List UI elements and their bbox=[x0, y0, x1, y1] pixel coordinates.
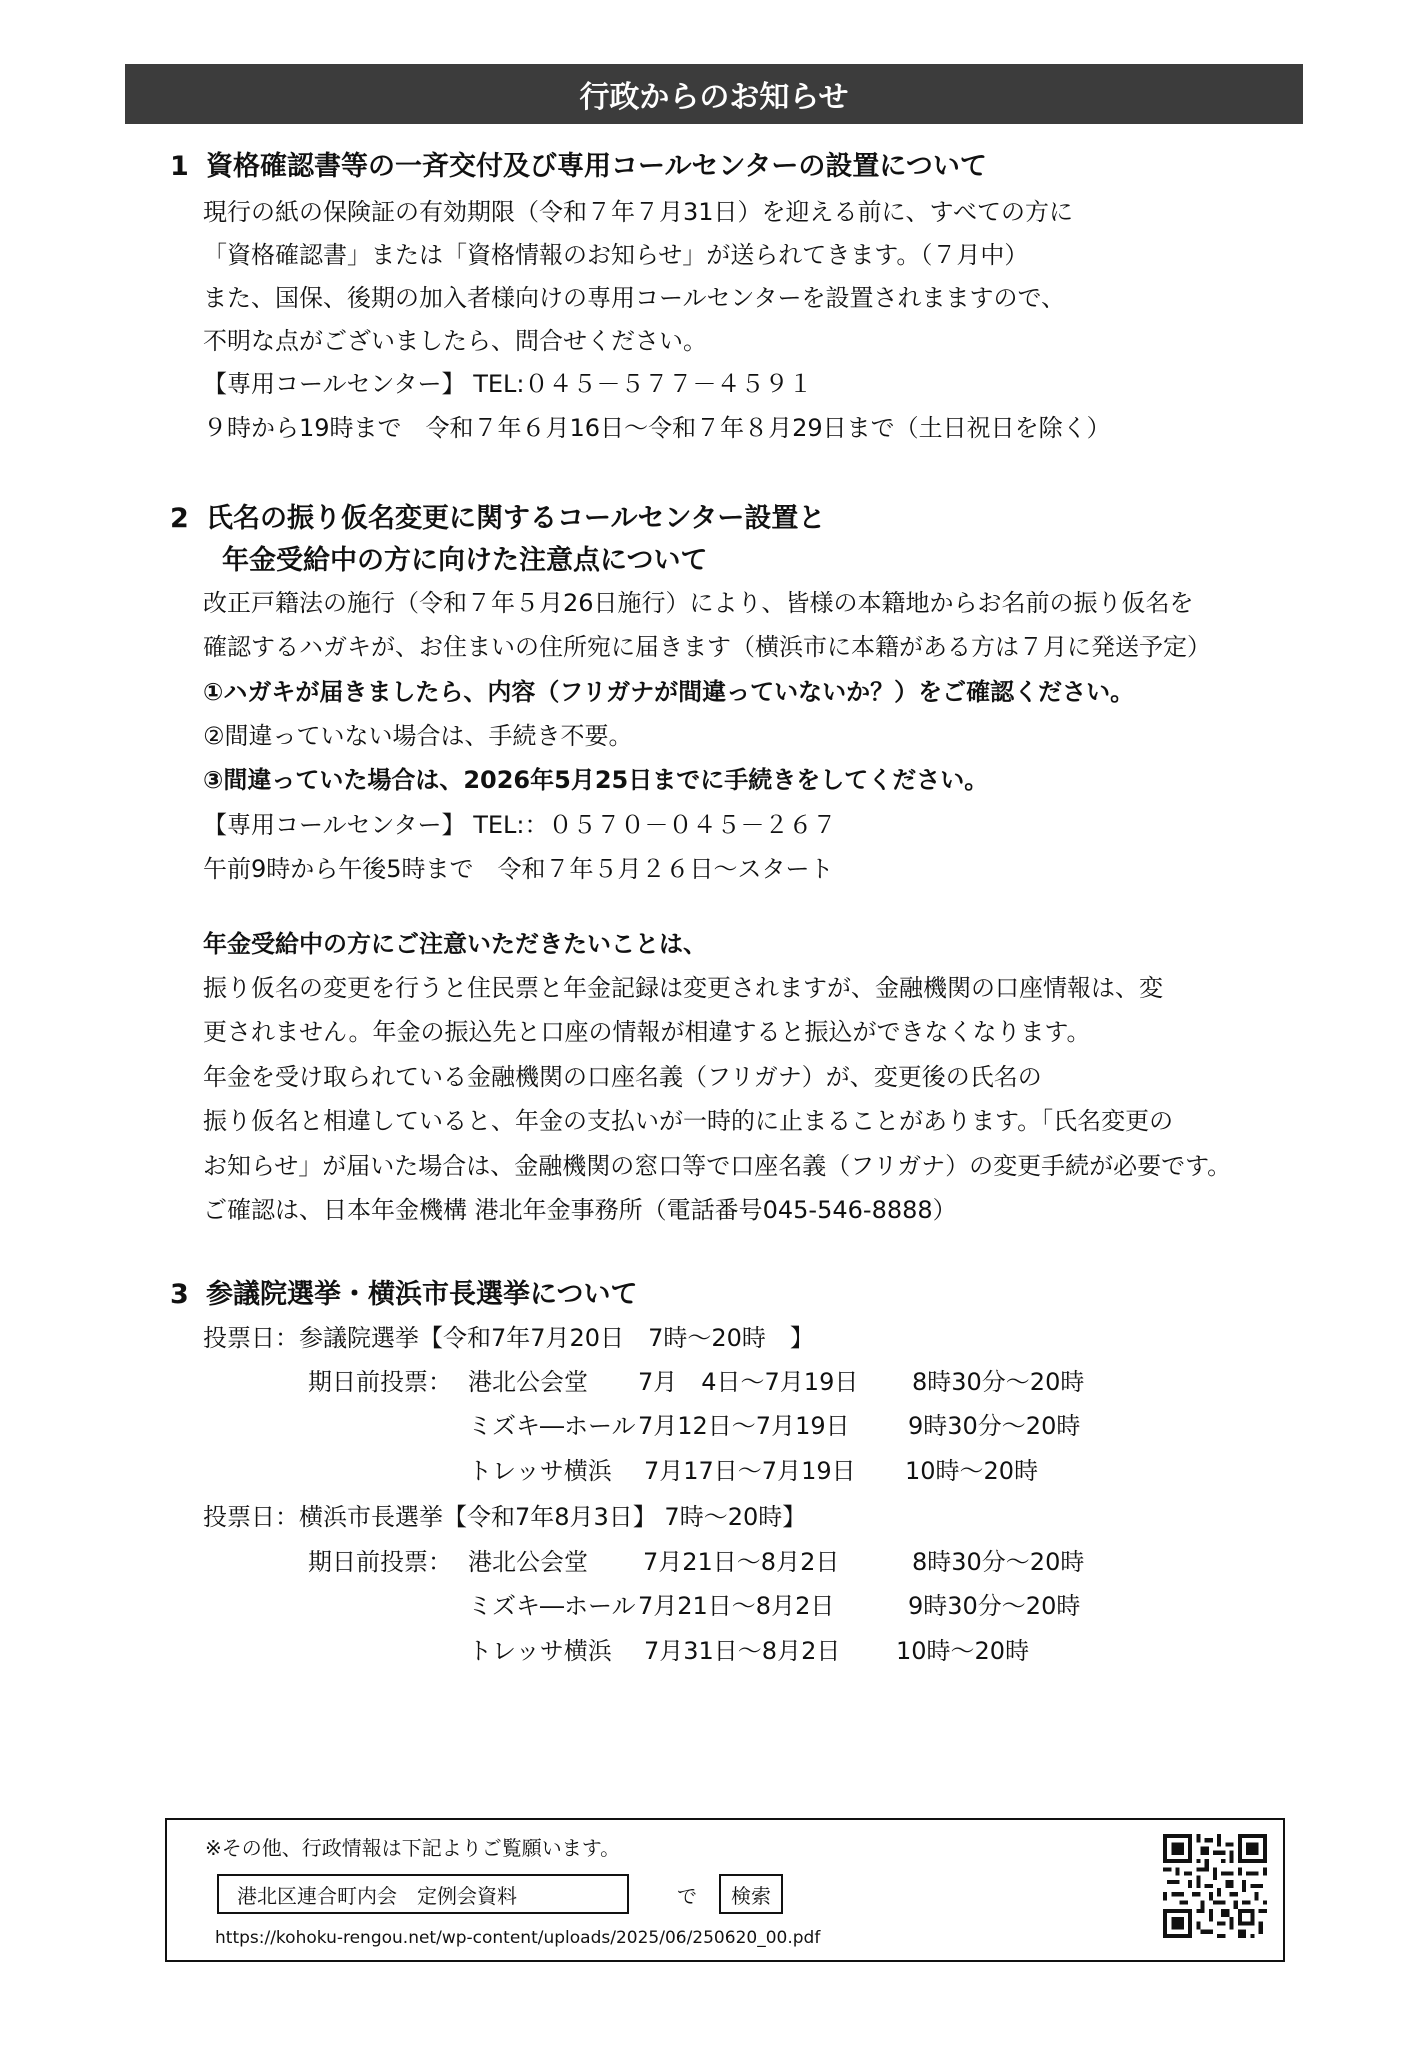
section-3-heading bbox=[170, 1272, 637, 1311]
section-banner: 行政からのお知らせ bbox=[125, 64, 1303, 124]
s2-step-3: ③間違っていた場合は、2026年5月25日までに手続きをしてください。 bbox=[203, 766, 989, 794]
section-2-heading bbox=[170, 496, 825, 535]
section-3-title: 参議院選挙・横浜市長選挙について bbox=[206, 1279, 638, 1310]
early1-place-3: トレッサ横浜 bbox=[468, 1457, 612, 1485]
section-1-number: 1 bbox=[170, 151, 189, 182]
s1-line-4: 不明な点がございましたら、問合せください。 bbox=[203, 327, 707, 355]
footer-info-box bbox=[165, 1818, 1285, 1962]
early1-place-2: ミズキ―ホール bbox=[468, 1412, 636, 1440]
search-term-box: 港北区連合町内会 定例会資料 bbox=[217, 1874, 629, 1914]
early-vote-label-1: 期日前投票： bbox=[308, 1368, 452, 1396]
section-2-number: 2 bbox=[170, 503, 189, 534]
early2-hours-3: 10時～20時 bbox=[896, 1637, 1030, 1665]
s1-callcenter-tel: 【専用コールセンター】 TEL:０４５－５７７－４５９１ bbox=[203, 370, 813, 398]
vote-day-upper-house: 投票日：参議院選挙【令和7年7月20日 7時～20時 】 bbox=[203, 1324, 814, 1352]
footer-url-link[interactable]: https://kohoku-rengou.net/wp-content/uploads/2025/06/250620_00.pdf bbox=[215, 1928, 821, 1948]
s1-callcenter-hours: ９時から19時まで 令和７年６月16日～令和７年８月29日まで（土日祝日を除く） bbox=[203, 414, 1111, 442]
early1-hours-3: 10時～20時 bbox=[905, 1457, 1039, 1485]
s1-line-3: また、国保、後期の加入者様向けの専用コールセンターを設置されまますので、 bbox=[203, 284, 1066, 312]
early1-place-1: 港北公会堂 bbox=[468, 1368, 588, 1396]
s2-line-2: 確認するハガキが、お住まいの住所宛に届きます（横浜市に本籍がある方は７月に発送予定） bbox=[203, 633, 1211, 661]
section-1-title: 資格確認書等の一斉交付及び専用コールセンターの設置について bbox=[206, 151, 987, 182]
section-3-number: 3 bbox=[170, 1279, 189, 1310]
early2-place-3: トレッサ横浜 bbox=[468, 1637, 612, 1665]
early2-place-1: 港北公会堂 bbox=[468, 1548, 588, 1576]
early1-hours-1: 8時30分～20時 bbox=[912, 1368, 1085, 1396]
early2-dates-2: 7月21日～8月2日 bbox=[638, 1592, 835, 1620]
vote-day-mayor: 投票日：横浜市長選挙【令和7年8月3日】 7時～20時】 bbox=[203, 1503, 807, 1531]
s2-step-2: ②間違っていない場合は、手続き不要。 bbox=[203, 722, 633, 750]
s2-line-1: 改正戸籍法の施行（令和７年５月26日施行）により、皆様の本籍地からお名前の振り仮名を bbox=[203, 589, 1194, 617]
footer-de: で bbox=[677, 1884, 697, 1908]
footer-note: ※その他、行政情報は下記よりご覧願います。 bbox=[205, 1836, 621, 1860]
s1-line-2: 「資格確認書」または「資格情報のお知らせ」が送られてきます。（７月中） bbox=[203, 241, 1029, 269]
search-button[interactable]: 検索 bbox=[719, 1874, 783, 1914]
pension-heading: 年金受給中の方にご注意いただきたいことは、 bbox=[203, 930, 707, 958]
section-1-heading bbox=[170, 144, 987, 183]
early2-dates-1: 7月21日～8月2日 bbox=[643, 1548, 840, 1576]
s2-callcenter-tel: 【専用コールセンター】 TEL:：０５７０－０４５－２６７ bbox=[203, 811, 837, 839]
pension-line-1: 振り仮名の変更を行うと住民票と年金記録は変更されますが、金融機関の口座情報は、変 bbox=[203, 974, 1163, 1002]
pension-contact: ご確認は、日本年金機構 港北年金事務所（電話番号045-546-8888） bbox=[203, 1196, 957, 1224]
early1-dates-3: 7月17日～7月19日 bbox=[644, 1457, 856, 1485]
section-2-title-1: 氏名の振り仮名変更に関するコールセンター設置と bbox=[206, 503, 826, 534]
early-vote-label-2: 期日前投票： bbox=[308, 1548, 452, 1576]
pension-line-5: お知らせ」が届いた場合は、金融機関の窓口等で口座名義（フリガナ）の変更手続が必要です。 bbox=[203, 1152, 1232, 1180]
early1-hours-2: 9時30分～20時 bbox=[908, 1412, 1081, 1440]
early2-dates-3: 7月31日～8月2日 bbox=[644, 1637, 841, 1665]
early2-hours-2: 9時30分～20時 bbox=[908, 1592, 1081, 1620]
s2-step-1: ①ハガキが届きましたら、内容（フリガナが間違っていないか？）をご確認ください。 bbox=[203, 678, 1135, 706]
pension-line-2: 更されません。年金の振込先と口座の情報が相違すると振込ができなくなります。 bbox=[203, 1018, 1091, 1046]
early1-dates-2: 7月12日～7月19日 bbox=[638, 1412, 850, 1440]
pension-line-3: 年金を受け取られている金融機関の口座名義（フリガナ）が、変更後の氏名の bbox=[203, 1063, 1042, 1091]
section-2-title-2: 年金受給中の方に向けた注意点について bbox=[222, 545, 708, 576]
early1-dates-1: 7月 4日～7月19日 bbox=[638, 1368, 859, 1396]
s2-callcenter-hours: 午前9時から午後5時まで 令和７年５月２６日～スタート bbox=[203, 855, 834, 883]
early2-place-2: ミズキ―ホール bbox=[468, 1592, 636, 1620]
s1-line-1: 現行の紙の保険証の有効期限（令和７年７月31日）を迎える前に、すべての方に bbox=[203, 198, 1074, 226]
pension-line-4: 振り仮名と相違していると、年金の支払いが一時的に止まることがあります。「氏名変更の bbox=[203, 1107, 1174, 1135]
qr-code-icon[interactable] bbox=[1163, 1834, 1267, 1938]
early2-hours-1: 8時30分～20時 bbox=[912, 1548, 1085, 1576]
